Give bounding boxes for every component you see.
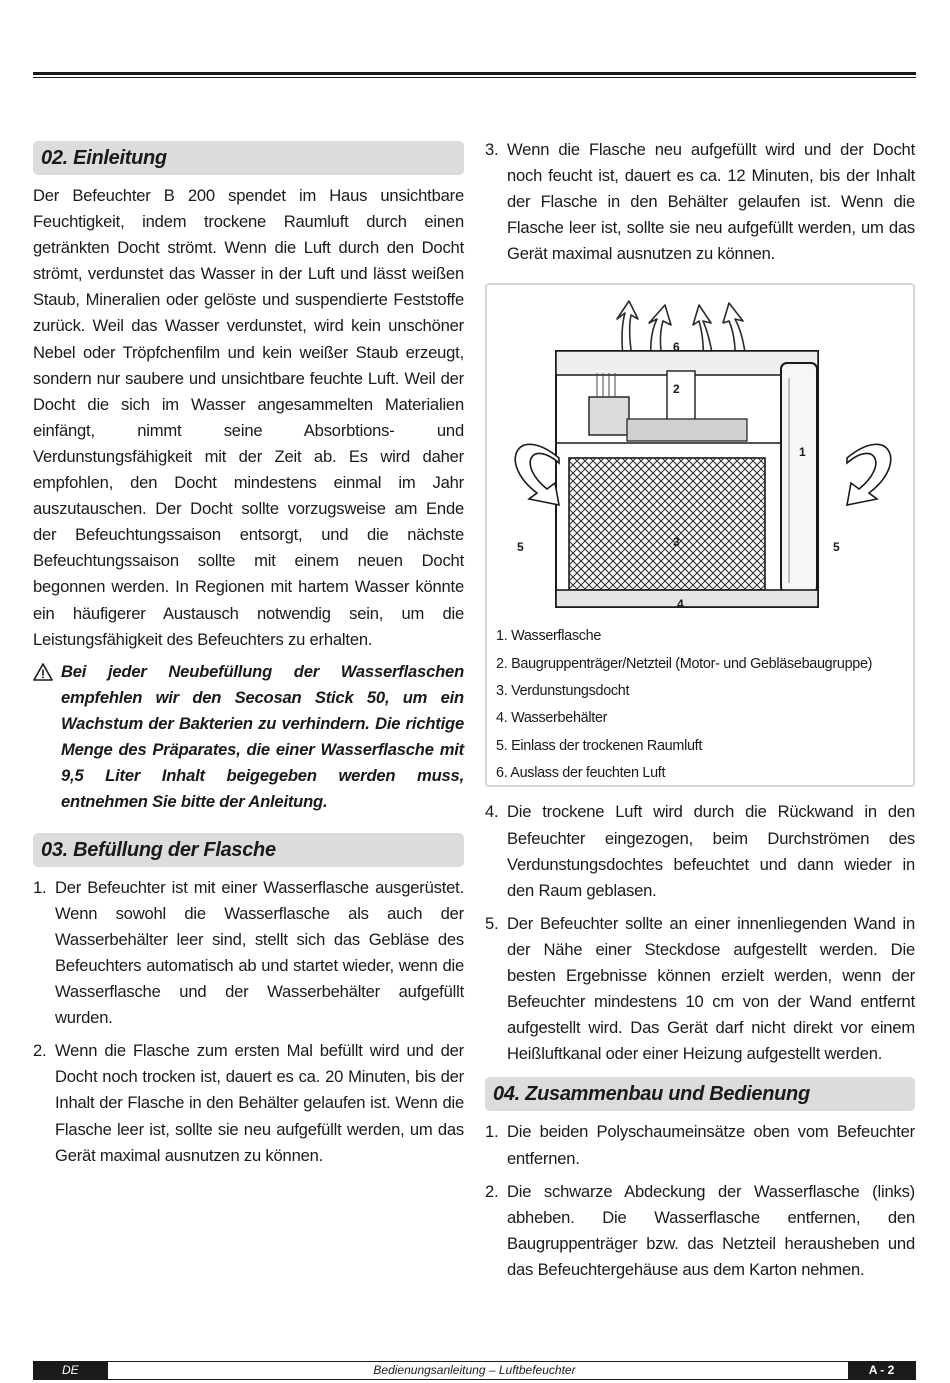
- right-column: [485, 137, 915, 1290]
- footer-title: Bedienungsanleitung – Luftbefeuchter: [373, 1363, 576, 1377]
- intake-arrow-left: [515, 445, 559, 506]
- top-rule-thin: [33, 77, 916, 78]
- warning-triangle-icon: [33, 663, 53, 681]
- filling-steps-right-top: [485, 137, 915, 267]
- footer-page-number: A - 2: [848, 1362, 915, 1379]
- fan-unit: [627, 419, 747, 441]
- warning-note: [33, 659, 464, 815]
- callout-1: 1: [799, 445, 806, 460]
- callout-5-left: 5: [517, 540, 524, 555]
- page-footer: [33, 1361, 916, 1380]
- power-unit: [667, 371, 695, 423]
- list-item: 2. Die schwarze Abdeckung der Wasserflasche (links) abheben. Die Wasserflasche entfernen, den Baugruppenträger bzw. das Netzteil herausheben und das Befeuchtergehäuse aus dem Karton nehmen.: [485, 1181, 915, 1279]
- list-item: 3. Wenn die Flasche neu aufgefüllt wird und der Docht noch feucht ist, dauert es ca. 12 Minuten, bis der Inhalt der Flasche in den Behälter gelaufen ist. Wenn die Flasche leer ist, sollte sie neu aufgefüllt werden, um das Gerät maximal ausnutzen zu können.: [485, 140, 915, 264]
- water-bottle: [781, 363, 817, 593]
- wick: [569, 458, 765, 590]
- top-rule: [33, 72, 916, 75]
- callout-6: 6: [673, 340, 680, 355]
- intake-arrow-right: [847, 445, 891, 506]
- legend-item: 3. Verdunstungsdocht: [496, 683, 630, 700]
- list-item: 4. Die trockene Luft wird durch die Rückwand in den Befeuchter eingezogen, beim Durchströmen des Verdunstungsdochtes befeuchtet und dann wieder in den Raum geblasen.: [485, 802, 915, 900]
- legend-item: 5. Einlass der trockenen Raumluft: [496, 737, 703, 754]
- footer-language: DE: [34, 1362, 108, 1379]
- humidifier-figure: [485, 283, 915, 787]
- figure-legend: [496, 623, 872, 787]
- callout-4: 4: [677, 597, 684, 612]
- section-heading-assembly: 04. Zusammenbau und Bedienung: [485, 1077, 915, 1111]
- list-item: 2. Wenn die Flasche zum ersten Mal befüllt wird und der Docht noch trocken ist, dauert es ca. 20 Minuten, bis der Inhalt der Flasche in den Behälter gelaufen ist. Wenn die Flasche leer ist, sollte sie neu aufgefüllt werden, um das Gerät maximal ausnutzen zu können.: [33, 1041, 464, 1165]
- callout-3: 3: [673, 535, 680, 550]
- intro-paragraph: Der Befeuchter B 200 spendet im Haus unsichtbare Feuchtigkeit, indem trockene Raumluft durch einen getränkten Docht strömt. Wenn die Luft durch den Docht strömt, verdunstet das Wasser in der Luft und lässt weißen Staub, Mineralien oder gelöste und suspendierte Feststoffe zurück. Weil das Wasser verdunstet, wird kein unschöner Nebel oder Tröpfchenfilm und kein weißer Staub erzeugt, sondern nur saubere und unsichtbare feuchte Luft. Weil der Docht die sich im Wasser angesammelten Materialien einfängt, nimmt seine Absorbtions- und Verdunstungsfähigkeit mit der Zeit ab. Es wird daher empfohlen, den Docht mindestens einmal im Jahr auszutauschen. Der Docht sollte vorzugsweise am Ende der Befeuchtungssaison entsorgt, und die nächste Befeuchtungssaison sollte mit einem neuen Docht begonnen werden. In Regionen mit hartem Wasser könnte ein häufigerer Austausch notwendig sein, um die Leistungsfähigkeit des Befeuchters zu erhalten.: [33, 186, 464, 649]
- motor-block: [589, 397, 629, 435]
- legend-item: 2. Baugruppenträger/Netzteil (Motor- und Gebläsebaugruppe): [496, 655, 873, 672]
- section-heading-filling: 03. Befüllung der Flasche: [33, 833, 464, 867]
- legend-item: 6. Auslass der feuchten Luft: [496, 764, 666, 781]
- section-heading-intro: 02. Einleitung: [33, 141, 464, 175]
- filling-steps-right-bottom: [485, 799, 915, 1067]
- list-item: 5. Der Befeuchter sollte an einer innenliegenden Wand in der Nähe einer Steckdose aufgestellt werden. Die besten Ergebnisse können erzielt werden, wenn der Befeuchter mindestens 10 cm von der Wand entfernt aufgestellt wird. Das Gerät darf nicht direkt vor einem Heißluftkanal oder einer Heizung aufgestellt werden.: [485, 913, 915, 1064]
- water-reservoir: [556, 590, 818, 607]
- list-item: 1. Die beiden Polyschaumeinsätze oben vom Befeuchter entfernen.: [485, 1122, 915, 1168]
- filling-steps-left: [33, 875, 464, 1169]
- list-item: 1. Der Befeuchter ist mit einer Wasserflasche ausgerüstet. Wenn sowohl die Wasserflasche als auch der Wasserbehälter leer sind, stellt sich das Gebläse des Befeuchters automatisch ab und startet wieder, wenn die Wasserflasche und der Wasserbehälter aufgefüllt wurden.: [33, 877, 464, 1028]
- warning-text: Bei jeder Neubefüllung der Wasserflaschen empfehlen wir den Secosan Stick 50, um ein Wachstum der Bakterien zu verhindern. Die richtige Menge des Präparates, die einer Wasserflasche mit 9,5 Liter Inhalt beigegeben werden muss, entnehmen Sie bitte der Anleitung.: [61, 661, 464, 811]
- assembly-steps: [485, 1119, 915, 1283]
- legend-item: 1. Wasserflasche: [496, 628, 602, 645]
- humidifier-diagram: [497, 293, 907, 623]
- legend-item: 4. Wasserbehälter: [496, 710, 608, 727]
- left-column: [33, 137, 464, 1176]
- callout-5-right: 5: [833, 540, 840, 555]
- callout-2: 2: [673, 382, 680, 397]
